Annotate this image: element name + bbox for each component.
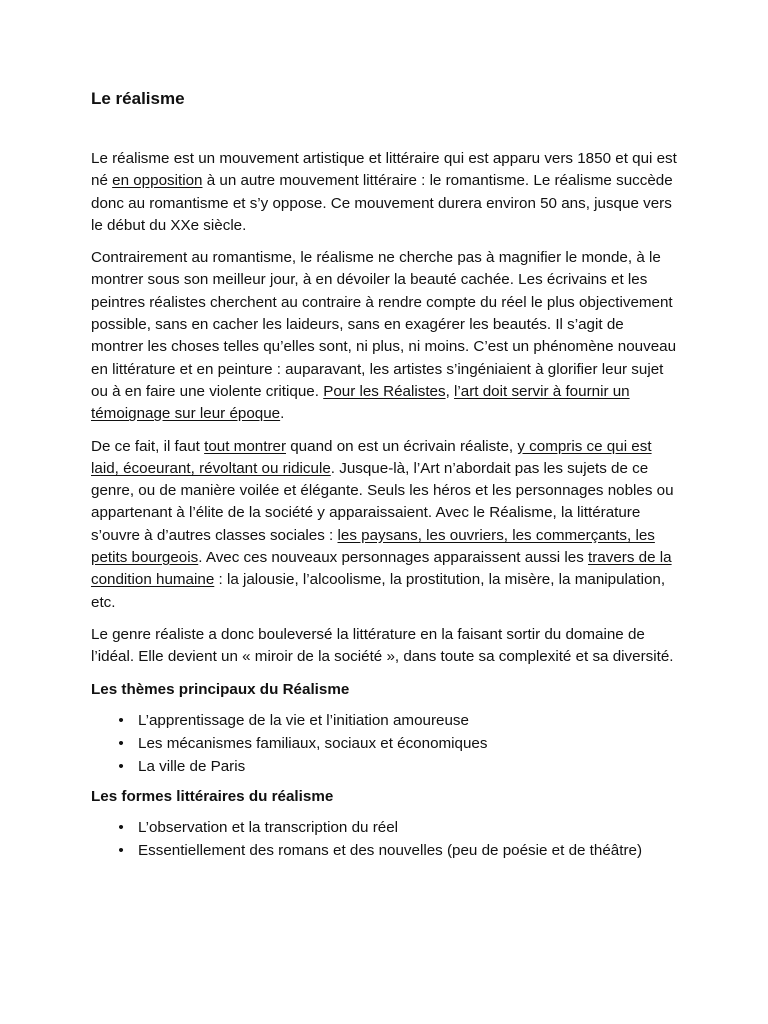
bullet-icon: • (118, 734, 124, 752)
paragraph (91, 624, 678, 669)
underlined-phrase: l’art doit servir à fournir un témoignage sur leur époque (91, 382, 630, 423)
list-item (91, 816, 678, 839)
underlined-phrase: tout montrer (204, 437, 287, 455)
text-run: Le genre réaliste a donc bouleversé la littérature en la faisant sortir du domaine de l’idéal. Elle devient un « miroir de la société », dans toute sa complexité et sa diversité. (91, 625, 674, 666)
list-item-text: La ville de Paris (138, 757, 246, 775)
bullet-icon: • (118, 711, 124, 729)
underlined-phrase: y compris ce qui est laid, écoeurant, révoltant ou ridicule (91, 437, 652, 477)
bullet-list (91, 709, 678, 778)
text-run: Contrairement au romantisme, le réalisme ne cherche pas à magnifier le monde, à le montrer sous son meilleur jour, à en dévoiler la beauté cachée. Les écrivains et les peintres réalistes cherchent au contraire à rendre compte du réel le plus objectivement possible, sans en cacher les laideurs, sans en exagérer les beautés. Il s’agit de montrer les choses telles qu’elles sont, ni plus, ni moins. C’est un phénomène nouveau en littérature et en peinture : auparavant, les artistes s’ingéniaient à glorifier leur sujet ou à en faire une violente critique. (91, 249, 677, 400)
underlined-phrase: les paysans, les ouvriers, les commerçants, les petits bourgeois (91, 526, 655, 567)
paragraph (91, 148, 678, 237)
text-run: De ce fait, il faut (91, 437, 205, 455)
underlined-phrase: Pour les Réalistes (323, 382, 446, 400)
document-body (91, 148, 678, 862)
text-run: : la jalousie, l’alcoolisme, la prostitution, la misère, la manipulation, etc. (91, 571, 666, 611)
text-run: , (445, 382, 455, 400)
paragraph (91, 436, 678, 614)
underlined-phrase: en opposition (112, 172, 203, 190)
text-run: . (280, 405, 285, 423)
paragraph (91, 247, 678, 425)
section-heading: Les thèmes principaux du Réalisme (91, 680, 350, 698)
text-run: . Jusque-là, l’Art n’abordait pas les sujets de ce genre, ou de manière voilée et élégante. Seuls les héros et les personnages nobles ou appartenant à l’élite de la société y apparaissaient. Avec le Réalisme, la littérature s’ouvre à d’autres classes sociales : (91, 459, 674, 544)
document-title: Le réalisme (91, 89, 185, 108)
section-heading: Les formes littéraires du réalisme (91, 787, 334, 805)
text-run: à un autre mouvement littéraire : le romantisme. Le réalisme succède donc au romantisme et s’y oppose. Ce mouvement durera environ 50 ans, jusque vers le début du XXe siècle. (91, 172, 673, 234)
bullet-icon: • (118, 818, 124, 836)
bullet-list (91, 816, 678, 862)
bullet-icon: • (118, 757, 124, 775)
text-run: . Avec ces nouveaux personnages apparaissent aussi les (198, 549, 589, 567)
underlined-phrase: travers de la condition humaine (91, 549, 672, 589)
text-run: Le réalisme est un mouvement artistique et littéraire qui est apparu vers 1850 et qui est né (91, 150, 677, 190)
list-item-text: Essentiellement des romans et des nouvelles (peu de poésie et de théâtre) (138, 841, 643, 859)
list-item (91, 755, 678, 778)
list-item (91, 732, 678, 755)
list-item-text: Les mécanismes familiaux, sociaux et économiques (138, 734, 488, 752)
list-item (91, 839, 678, 862)
list-item-text: L’observation et la transcription du réel (138, 818, 399, 836)
list-item (91, 709, 678, 732)
bullet-icon: • (118, 841, 124, 859)
text-run: quand on est un écrivain réaliste, (286, 437, 518, 455)
list-item-text: L’apprentissage de la vie et l’initiation amoureuse (138, 711, 469, 729)
title-spacer (91, 110, 678, 148)
